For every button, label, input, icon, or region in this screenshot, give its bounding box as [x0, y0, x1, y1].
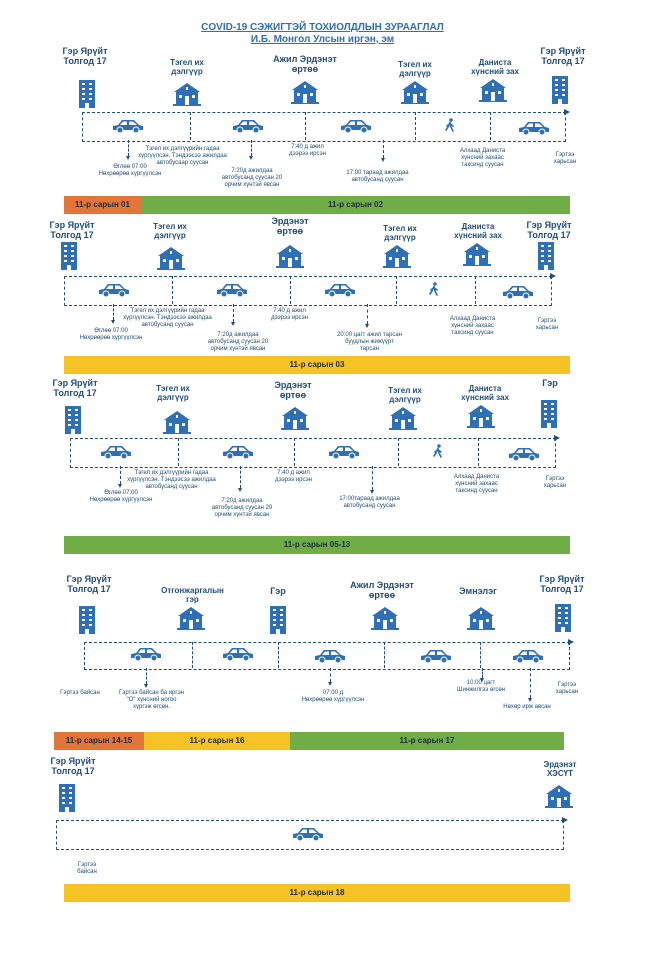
house-icon [478, 78, 508, 102]
walking-person-icon [428, 282, 440, 298]
place-label: Эрдэнэт өртөө [274, 380, 312, 400]
house-icon [382, 244, 412, 268]
event-note: Өглөө 07:00 Нөхрөөрөө хүргүүлсэн [79, 328, 143, 341]
place-label: Даниста хүнсний зах [454, 222, 502, 240]
arrow-right-icon [562, 817, 568, 823]
event-note: Тэгел их дэлгүүрийн гадаа хүргүүлсэн. Тэндээсээ ажилдаа автобусанд суусан [127, 470, 216, 490]
arrow-right-icon [554, 435, 560, 441]
place-label: Даниста хүнсний зах [461, 384, 509, 402]
place-label: Гэр Ярүйт Толгод 17 [66, 574, 112, 594]
place-label: Гэр Ярүйт Толгод 17 [526, 220, 572, 240]
event-note: Өглөө 07:00 Нөхрөөрөө хүргүүлсэн [98, 164, 162, 177]
place-label: Эрдэнэт өртөө [271, 216, 309, 236]
car-icon [506, 446, 542, 462]
car-icon [220, 444, 256, 460]
apartment-building-icon [537, 240, 555, 270]
place-label: Ажил Эрдэнэт өртөө [273, 54, 337, 74]
place-label: Тэгел их дэлгүүр [156, 384, 190, 402]
event-note: 7:20д ажилдаа автобусанд суусан 20 орчим хүнтэй явсан [207, 332, 269, 352]
place-label: Гэр Ярүйт Толгод 17 [540, 46, 586, 66]
car-icon [326, 444, 362, 460]
date-bar: 11-р сарын 14-15 [54, 732, 144, 750]
place-label: Тэгел их дэлгүүр [153, 222, 187, 240]
arrow-right-icon [568, 639, 574, 645]
apartment-building-icon [554, 602, 572, 632]
car-icon [220, 646, 256, 662]
house-icon [162, 410, 192, 434]
event-note: 17:00тараад ажилдаа автобусанд суусан [339, 496, 400, 509]
car-icon [230, 118, 266, 134]
apartment-building-icon [269, 604, 287, 634]
car-icon [500, 284, 536, 300]
car-icon [338, 118, 374, 134]
date-bar: 11-р сарын 02 [141, 196, 570, 214]
house-icon [156, 246, 186, 270]
place-label: Эмнэлэг [459, 586, 497, 596]
event-note: Гэртээ байсан [60, 690, 100, 696]
apartment-building-icon [60, 240, 78, 270]
place-label: Эрдэнэт ХЭСҮТ [543, 760, 577, 778]
date-bar: 11-р сарын 03 [64, 356, 570, 374]
event-note: 7:40 д ажил дээрээ ирсэн [275, 470, 312, 483]
event-note: 7:40 д ажил дээрээ ирсэн [271, 308, 308, 321]
place-label: Тэгел их дэлгүүр [383, 224, 417, 242]
route-line [64, 276, 552, 306]
car-icon [290, 826, 326, 842]
event-note: Алхаад Даниста хүнсний захаас таксинд суусан [459, 148, 506, 168]
walking-person-icon [444, 118, 456, 134]
apartment-building-icon [540, 398, 558, 428]
house-icon [290, 80, 320, 104]
house-icon [172, 82, 202, 106]
house-icon [370, 606, 400, 630]
event-note: 17:00 тараад ажилдаа автобусанд суусан [346, 170, 409, 183]
page-subtitle: И.Б. Монгол Улсын иргэн, эм [250, 34, 395, 45]
house-icon [400, 80, 430, 104]
event-note: Нөхөр ирж авсан [503, 704, 551, 710]
event-note: 20:00 цагт ажил тарсан буудлын жижүүрт тарсан [337, 332, 402, 352]
place-label: Гэр [270, 586, 286, 596]
event-note: Тэгел их дэлгүүрийн гадаа хүргүүлсэн. Тэндээсээ ажилдаа автобусанд суусан [123, 308, 212, 328]
car-icon [96, 282, 132, 298]
event-note: 7:20д ажилдаа автобусанд суусан 20 орчим хүнтэй явсан [221, 168, 283, 188]
event-note: 07:00 д Нөхрөөрөө хүргүүлсэн [301, 690, 365, 703]
event-note: Алхаад Даниста хүнсний захаас таксинд суусан [453, 474, 500, 494]
place-label: Ажил Эрдэнэт өртөө [350, 580, 414, 600]
house-icon [544, 784, 574, 808]
house-icon [388, 406, 418, 430]
event-note: Гэртээ байсан [77, 862, 97, 875]
walking-person-icon [432, 444, 444, 460]
house-icon [466, 606, 496, 630]
house-icon [176, 606, 206, 630]
house-icon [280, 406, 310, 430]
event-note: Гэртээ харьсан [543, 476, 567, 489]
arrow-right-icon [550, 273, 556, 279]
place-label: Гэр Ярүйт Толгод 17 [52, 378, 98, 398]
place-label: Гэр Ярүйт Толгод 17 [62, 46, 108, 66]
car-icon [510, 648, 546, 664]
car-icon [322, 282, 358, 298]
date-bar: 11-р сарын 18 [64, 884, 570, 902]
place-label: Гэр Ярүйт Толгод 17 [50, 756, 96, 776]
car-icon [214, 282, 250, 298]
car-icon [418, 648, 454, 664]
place-label: Тэгел их дэлгүүр [398, 60, 432, 78]
apartment-building-icon [64, 404, 82, 434]
place-label: Тэгел их дэлгүүр [170, 58, 204, 76]
date-bar: 11-р сарын 05-13 [64, 536, 570, 554]
car-icon [98, 444, 134, 460]
place-label: Даниста хүнсний зах [471, 58, 519, 76]
event-note: Алхаад Даниста хүнсний захаас таксинд суусан [449, 316, 496, 336]
car-icon [516, 120, 552, 136]
event-note: Гэртээ байсан ба иргэн "О" хүнсний ногоо хүргэж өгсөн. [119, 690, 184, 710]
car-icon [128, 646, 164, 662]
arrow-right-icon [564, 109, 570, 115]
car-icon [110, 118, 146, 134]
place-label: Тэгел их дэлгүүр [388, 386, 422, 404]
date-bar: 11-р сарын 17 [290, 732, 564, 750]
date-bar: 11-р сарын 01 [64, 196, 141, 214]
house-icon [466, 404, 496, 428]
route-line [70, 438, 556, 468]
date-bar: 11-р сарын 16 [144, 732, 290, 750]
event-note: 10:00 цагт Шинжилгээ өгсөн [456, 680, 506, 693]
event-note: Гэртээ харьсан [535, 318, 559, 331]
event-note: Өглөө 07:00 Нөхрөөрөө хүргүүлсэн [89, 490, 153, 503]
house-icon [462, 242, 492, 266]
event-note: Гэртээ харьсан [553, 152, 577, 165]
car-icon [312, 648, 348, 664]
place-label: Гэр Ярүйт Толгод 17 [49, 220, 95, 240]
route-line [82, 112, 566, 142]
house-icon [275, 244, 305, 268]
place-label: Гэр Ярүйт Толгод 17 [539, 574, 585, 594]
apartment-building-icon [551, 74, 569, 104]
event-note: Гэртээ харьсан [555, 682, 579, 695]
apartment-building-icon [78, 604, 96, 634]
place-label: Гэр [542, 378, 558, 388]
apartment-building-icon [78, 78, 96, 108]
event-note: 7:40 д ажил дээрээ ирсэн [289, 144, 326, 157]
page-title: COVID-19 СЭЖИГТЭЙ ТОХИОЛДЛЫН ЗУРААГЛАЛ [201, 22, 444, 33]
event-note: Тэгел их дэлгүүрийн гадаа хүргүүлсэн. Тэндээсээ ажилдаа автобусаар суусан [138, 146, 227, 166]
place-label: Отгонжаргалын гэр [161, 586, 224, 604]
event-note: 7:20д ажилдаа автобусанд суусан 20 орчим хүнтэй явсан [211, 498, 273, 518]
apartment-building-icon [58, 782, 76, 812]
